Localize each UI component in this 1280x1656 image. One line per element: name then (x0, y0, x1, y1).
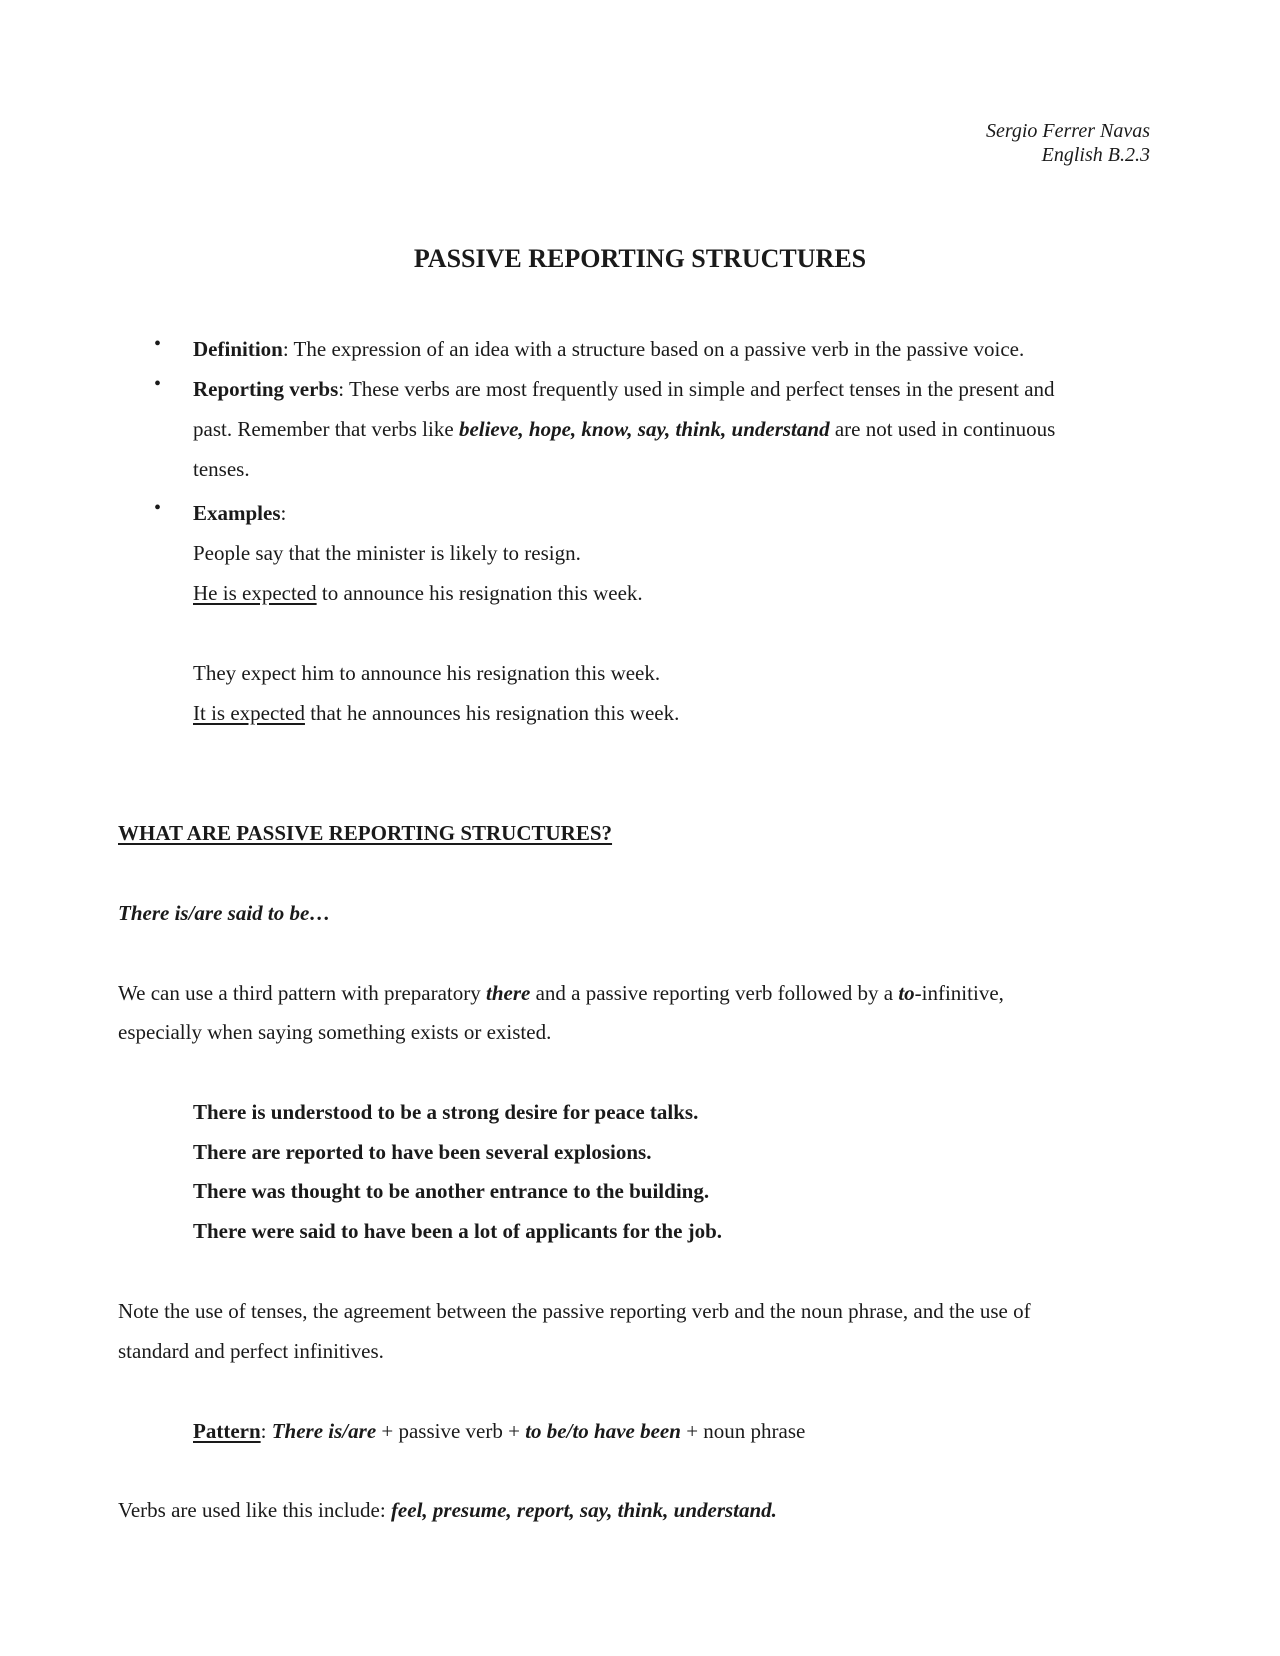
para-emphasis: to (898, 981, 915, 1005)
pattern-line (193, 1421, 805, 1442)
page-title: PASSIVE REPORTING STRUCTURES (413, 244, 867, 273)
section-subheading: There is/are said to be… (118, 901, 331, 925)
bullet-dot-icon: • (154, 373, 162, 395)
para-text: and a passive reporting verb followed by a (530, 981, 899, 1005)
examples-label (193, 503, 286, 524)
example-line: People say that the minister is likely to resign. (193, 541, 581, 565)
reporting-line-2-post: are not used in continuous (829, 417, 1056, 441)
examples-colon: : (280, 501, 287, 525)
pattern-colon: : (260, 1419, 272, 1443)
para-text: We can use a third pattern with preparatory (118, 981, 486, 1005)
definition-text: : The expression of an idea with a structure based on a passive verb in the passive voice. (282, 337, 1025, 361)
verbs-list: feel, presume, report, say, think, understand. (390, 1498, 777, 1522)
example-sentence: There were said to have been a lot of applicants for the job. (193, 1219, 723, 1243)
example-sentence: There was thought to be another entrance to the building. (193, 1179, 710, 1203)
bullet-dot-icon: • (154, 497, 162, 519)
author-name: Sergio Ferrer Navas (985, 120, 1150, 142)
para-text: -infinitive, (914, 981, 1004, 1005)
reporting-term: Reporting verbs (193, 377, 339, 401)
verbs-line (118, 1500, 777, 1521)
example-underlined: It is expected (193, 701, 305, 725)
examples-term: Examples (193, 501, 281, 525)
example-line (193, 583, 643, 604)
reporting-text: : These verbs are most frequently used in simple and perfect tenses in the present and (338, 377, 1055, 401)
paragraph-line: especially when saying something exists or existed. (118, 1020, 552, 1044)
example-sentence: There is understood to be a strong desire for peace talks. (193, 1100, 699, 1124)
pattern-end: + noun phrase (680, 1419, 806, 1443)
reporting-line-3: tenses. (193, 457, 250, 481)
example-line: They expect him to announce his resignation this week. (193, 661, 661, 685)
course-name: English B.2.3 (1041, 144, 1150, 166)
example-underlined: He is expected (193, 581, 317, 605)
section-heading: WHAT ARE PASSIVE REPORTING STRUCTURES? (118, 821, 613, 845)
reporting-verbs: believe, hope, know, say, think, understand (458, 417, 830, 441)
reporting-line-2 (193, 419, 1055, 440)
reporting-line-2-pre: past. Remember that verbs like (193, 417, 459, 441)
pattern-label: Pattern (193, 1419, 261, 1443)
pattern-infinitive: to be/to have been (525, 1419, 681, 1443)
para-emphasis: there (486, 981, 531, 1005)
bullet-dot-icon: • (154, 333, 162, 355)
verbs-intro: Verbs are used like this include: (118, 1498, 391, 1522)
reporting-line-1 (193, 379, 1055, 400)
example-line (193, 703, 679, 724)
paragraph-line (118, 983, 1004, 1004)
note-line: Note the use of tenses, the agreement between the passive reporting verb and the noun phrase, and the use of (118, 1299, 1031, 1323)
pattern-mid: + passive verb + (376, 1419, 526, 1443)
note-line: standard and perfect infinitives. (118, 1339, 384, 1363)
pattern-there: There is/are (271, 1419, 377, 1443)
definition-item (193, 339, 1024, 360)
example-rest: that he announces his resignation this week. (304, 701, 680, 725)
definition-term: Definition (193, 337, 283, 361)
example-rest: to announce his resignation this week. (316, 581, 643, 605)
example-sentence: There are reported to have been several explosions. (193, 1140, 652, 1164)
